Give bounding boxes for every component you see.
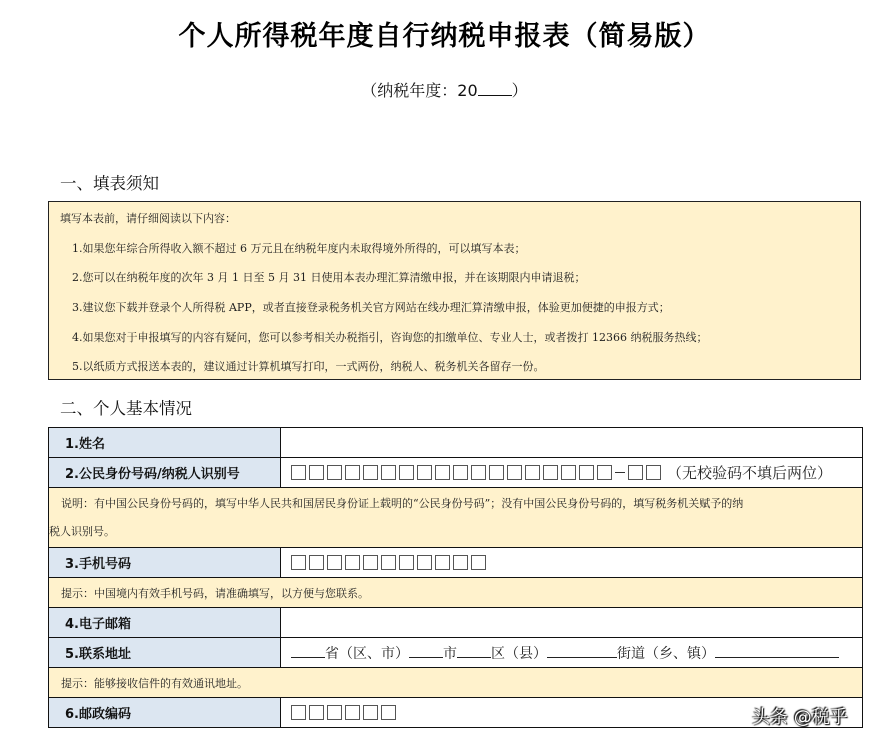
id-label: 2.公民身份号码/纳税人识别号 xyxy=(49,458,281,488)
digit-box[interactable] xyxy=(399,465,414,480)
id-field[interactable] xyxy=(281,458,863,488)
digit-box[interactable] xyxy=(471,465,486,480)
digit-box[interactable] xyxy=(381,705,396,720)
digit-box[interactable] xyxy=(489,465,504,480)
phone-boxes[interactable] xyxy=(291,555,486,570)
digit-box[interactable] xyxy=(363,555,378,570)
digit-box[interactable] xyxy=(345,705,360,720)
tax-year-suffix: ） xyxy=(511,81,528,100)
instruction-item: 4.如果您对于申报填写的内容有疑问，您可以参考相关办税指引，咨询您的扣缴单位、专业人士，或者拨打 12366 纳税服务热线； xyxy=(72,331,708,344)
section-1-heading: 一、填表须知 xyxy=(60,174,159,193)
digit-box[interactable] xyxy=(507,465,522,480)
phone-field[interactable] xyxy=(281,548,863,578)
district-input[interactable] xyxy=(457,645,491,658)
digit-box[interactable] xyxy=(399,555,414,570)
digit-box[interactable] xyxy=(453,465,468,480)
table-row xyxy=(49,578,863,608)
watermark: 头条 @税乎 xyxy=(752,707,848,728)
table-row xyxy=(49,638,863,668)
province-label: 省（区、市） xyxy=(325,645,409,662)
digit-box[interactable] xyxy=(309,705,324,720)
city-label: 市 xyxy=(443,645,457,662)
city-input[interactable] xyxy=(409,645,443,658)
digit-box[interactable] xyxy=(363,705,378,720)
email-label: 4.电子邮箱 xyxy=(49,608,281,638)
digit-box[interactable] xyxy=(381,555,396,570)
id-note: （无校验码不填后两位） xyxy=(667,464,833,482)
address-hint: 提示：能够接收信件的有效通讯地址。 xyxy=(49,668,863,698)
digit-box[interactable] xyxy=(435,555,450,570)
table-row xyxy=(49,488,863,548)
digit-box[interactable] xyxy=(381,465,396,480)
postcode-label: 6.邮政编码 xyxy=(49,698,281,728)
digit-box[interactable] xyxy=(327,705,342,720)
digit-box[interactable] xyxy=(579,465,594,480)
digit-box[interactable] xyxy=(543,465,558,480)
digit-box[interactable] xyxy=(363,465,378,480)
postcode-boxes[interactable] xyxy=(291,705,396,720)
address-field[interactable] xyxy=(281,638,863,668)
digit-box[interactable] xyxy=(525,465,540,480)
instructions-box xyxy=(48,201,861,380)
digit-box[interactable] xyxy=(309,465,324,480)
digit-box[interactable] xyxy=(471,555,486,570)
table-row xyxy=(49,668,863,698)
digit-box[interactable] xyxy=(646,465,661,480)
instructions-intro: 填写本表前，请仔细阅读以下内容： xyxy=(60,212,236,225)
digit-box[interactable] xyxy=(345,465,360,480)
tax-year-prefix: （纳税年度：20 xyxy=(361,81,478,100)
digit-box[interactable] xyxy=(561,465,576,480)
section-2-heading: 二、个人基本情况 xyxy=(60,399,192,418)
digit-box[interactable] xyxy=(345,555,360,570)
digit-box[interactable] xyxy=(453,555,468,570)
detail-address-input[interactable] xyxy=(715,645,839,658)
id-dash xyxy=(615,472,625,473)
id-boxes[interactable] xyxy=(291,465,612,480)
id-hint-line-2: 税人识别号。 xyxy=(49,524,115,538)
table-row xyxy=(49,458,863,488)
table-row xyxy=(49,608,863,638)
table-row xyxy=(49,698,863,728)
instruction-item: 5.以纸质方式报送本表的，建议通过计算机填写打印，一式两份，纳税人、税务机关各留存一份。 xyxy=(72,360,545,373)
name-field[interactable] xyxy=(281,428,863,458)
digit-box[interactable] xyxy=(327,555,342,570)
digit-box[interactable] xyxy=(291,555,306,570)
street-label: 街道（乡、镇） xyxy=(617,645,715,662)
instruction-item: 2.您可以在纳税年度的次年 3 月 1 日至 5 月 31 日使用本表办理汇算清缴申报，并在该期限内申请退税； xyxy=(72,271,586,284)
digit-box[interactable] xyxy=(327,465,342,480)
digit-box[interactable] xyxy=(435,465,450,480)
table-row xyxy=(49,548,863,578)
instruction-item: 1.如果您年综合所得收入额不超过 6 万元且在纳税年度内未取得境外所得的，可以填写本表； xyxy=(72,242,526,255)
address-label: 5.联系地址 xyxy=(49,638,281,668)
phone-label: 3.手机号码 xyxy=(49,548,281,578)
personal-info-table xyxy=(48,427,863,728)
street-input[interactable] xyxy=(547,645,617,658)
email-field[interactable] xyxy=(281,608,863,638)
digit-box[interactable] xyxy=(309,555,324,570)
digit-box[interactable] xyxy=(291,465,306,480)
digit-box[interactable] xyxy=(597,465,612,480)
district-label: 区（县） xyxy=(491,645,547,662)
id-hint-line-1: 说明：有中国公民身份号码的，填写中华人民共和国居民身份证上载明的“公民身份号码”；没有中国公民身份号码的，填写税务机关赋予的纳 xyxy=(61,496,744,510)
province-input[interactable] xyxy=(291,645,325,658)
id-suffix-boxes[interactable] xyxy=(628,465,661,480)
id-hint xyxy=(49,488,863,548)
digit-box[interactable] xyxy=(291,705,306,720)
digit-box[interactable] xyxy=(628,465,643,480)
tax-year-line xyxy=(0,78,889,101)
name-label: 1.姓名 xyxy=(49,428,281,458)
instruction-item: 3.建议您下载并登录个人所得税 APP，或者直接登录税务机关官方网站在线办理汇算清缴申报，体验更加便捷的申报方式； xyxy=(72,301,670,314)
table-row xyxy=(49,428,863,458)
tax-year-input[interactable] xyxy=(478,81,512,96)
digit-box[interactable] xyxy=(417,555,432,570)
phone-hint: 提示：中国境内有效手机号码，请准确填写，以方便与您联系。 xyxy=(49,578,863,608)
form-title: 个人所得税年度自行纳税申报表（简易版） xyxy=(178,21,711,52)
digit-box[interactable] xyxy=(417,465,432,480)
